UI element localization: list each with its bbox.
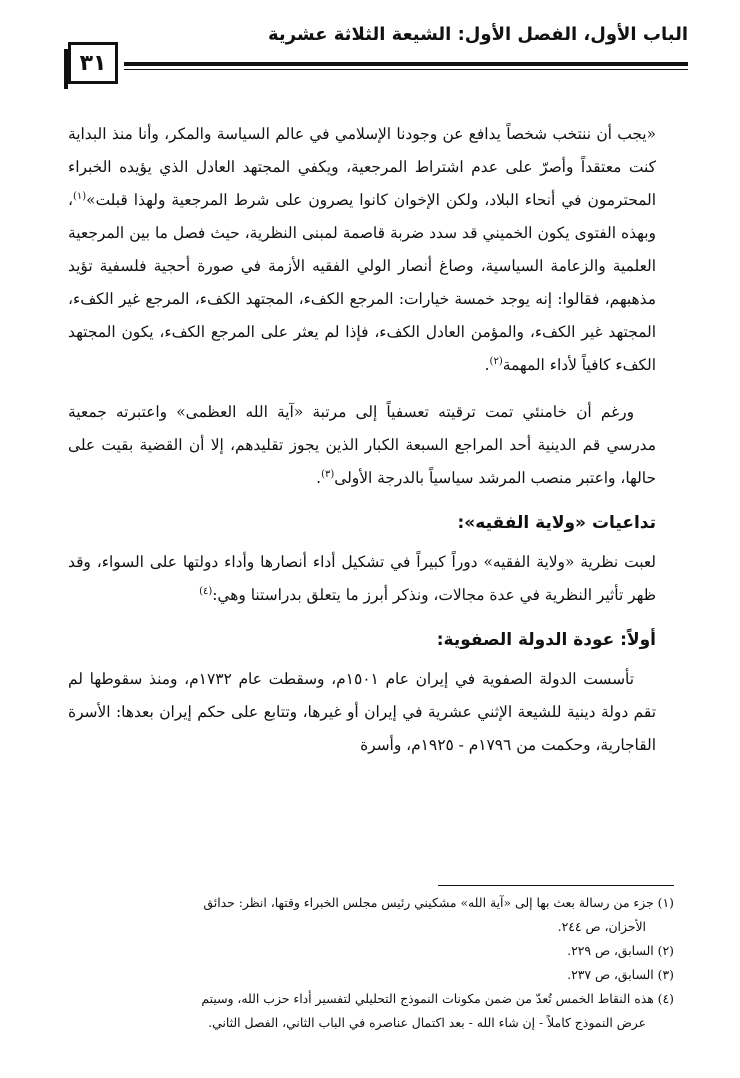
paragraph-khamenei [68,396,656,495]
footnote-ref-3: (٣) [321,468,335,480]
footnote-4: (٤) هذه النقاط الخمس تُعدّ من ضمن مكونات النموذج التحليلي لتفسير أداء حزب الله، وسيتم [201,991,674,1006]
footnote-2: (٢) السابق، ص ٢٢٩. [567,943,674,958]
footnote-separator [438,885,674,886]
paragraph-continuation: ، وبهذه الفتوى يكون الخميني قد سدد ضربة قاصمة لمبنى النظرية، حيث فصل ما بين المرجعية العلمية والزعامة السياسية، وصاغ أنصار الولي الفقيه الأزمة في صورة أحجية فلسفية تؤيد مذهبهم، فقالوا: إنه يوجد خمسة خيارات: المرجع الكفء، المجتهد الكفء، المرجع غير الكفء، المجتهد غير الكفء، والمؤمن العادل الكفء، فإذا لم يعثر على المرجع الكفء، يكون المجتهد الكفء كافياً لأداء المهمة [68,191,656,374]
main-text [68,118,656,762]
paragraph-text: لعبت نظرية «ولاية الفقيه» دوراً كبيراً في تشكيل أداء أنصارها وأداء دولتها على السواء، وقد ظهر تأثير النظرية في عدة مجالات، ونذكر أبرز ما يتعلق بدراستنا وهي: [68,553,656,604]
footnote-ref-4: (٤) [199,585,213,597]
footnote-1-continued: الأحزان، ص ٢٤٤. [557,919,646,934]
paragraph-safavid: تأسست الدولة الصفوية في إيران عام ١٥٠١م، وسقطت عام ١٧٣٢م، ومنذ سقوطها لم تقم دولة دينية للشيعة الإثني عشرية في إيران أو غيرها، وتتابع على حكم إيران بعدها: الأسرة القاجارية، وحكمت من ١٧٩٦م - ١٩٢٥م، وأسرة [68,670,656,754]
footnote-4-continued: عرض النموذج كاملاً - إن شاء الله - بعد اكتمال عناصره في الباب الثاني، الفصل الثاني. [208,1015,646,1030]
footnote-ref-1: (١) [72,190,87,202]
quote-text: «يجب أن ننتخب شخصاً يدافع عن وجودنا الإسلامي في عالم السياسة والمكر، وأنا منذ البداية كنت معتقداً وأصرّ على عدم اشتراط المرجعية، ويكفي المجتهد العادل الذي يؤيده الخبراء المحترمون في أنحاء البلاد، ولكن الإخوان كانوا يصرون على شرط المرجعية ولهذا قبلت» [68,125,656,209]
header-rule-thin [124,69,688,70]
paragraph-text: ورغم أن خامنئي تمت ترقيته تعسفياً إلى مرتبة «آية الله العظمى» واعتبرته جمعية مدرسي قم الدينية أحد المراجع السبعة الكبار الذين يجوز تقليدهم، إلا أن القضية بقيت على حالها، واعتبر منصب المرشد سياسياً بالدرجة الأولى [68,403,656,487]
paragraph-quote [68,118,656,382]
footnote-ref-2: (٢) [489,355,503,367]
footnote-3: (٣) السابق، ص ٢٣٧. [567,967,674,982]
footnote-1: (١) جزء من رسالة بعث بها إلى «آية الله» مشكيني رئيس مجلس الخبراء وقتها، انظر: حدائق [203,895,674,910]
page-number: ٣١ [79,50,107,76]
section-heading-consequences: تداعيات «ولاية الفقيه»: [457,513,656,533]
running-header-title: الباب الأول، الفصل الأول: الشيعة الثلاثة عشرية [268,24,688,45]
page-number-box [68,42,118,84]
paragraph-theory-role [68,546,656,612]
section-heading-safavid: أولاً: عودة الدولة الصفوية: [436,630,656,650]
paragraph-end-mark: . [484,356,490,374]
paragraph-end-mark: . [316,469,322,487]
header-rule-thick [124,62,688,66]
footnotes [78,891,674,1035]
